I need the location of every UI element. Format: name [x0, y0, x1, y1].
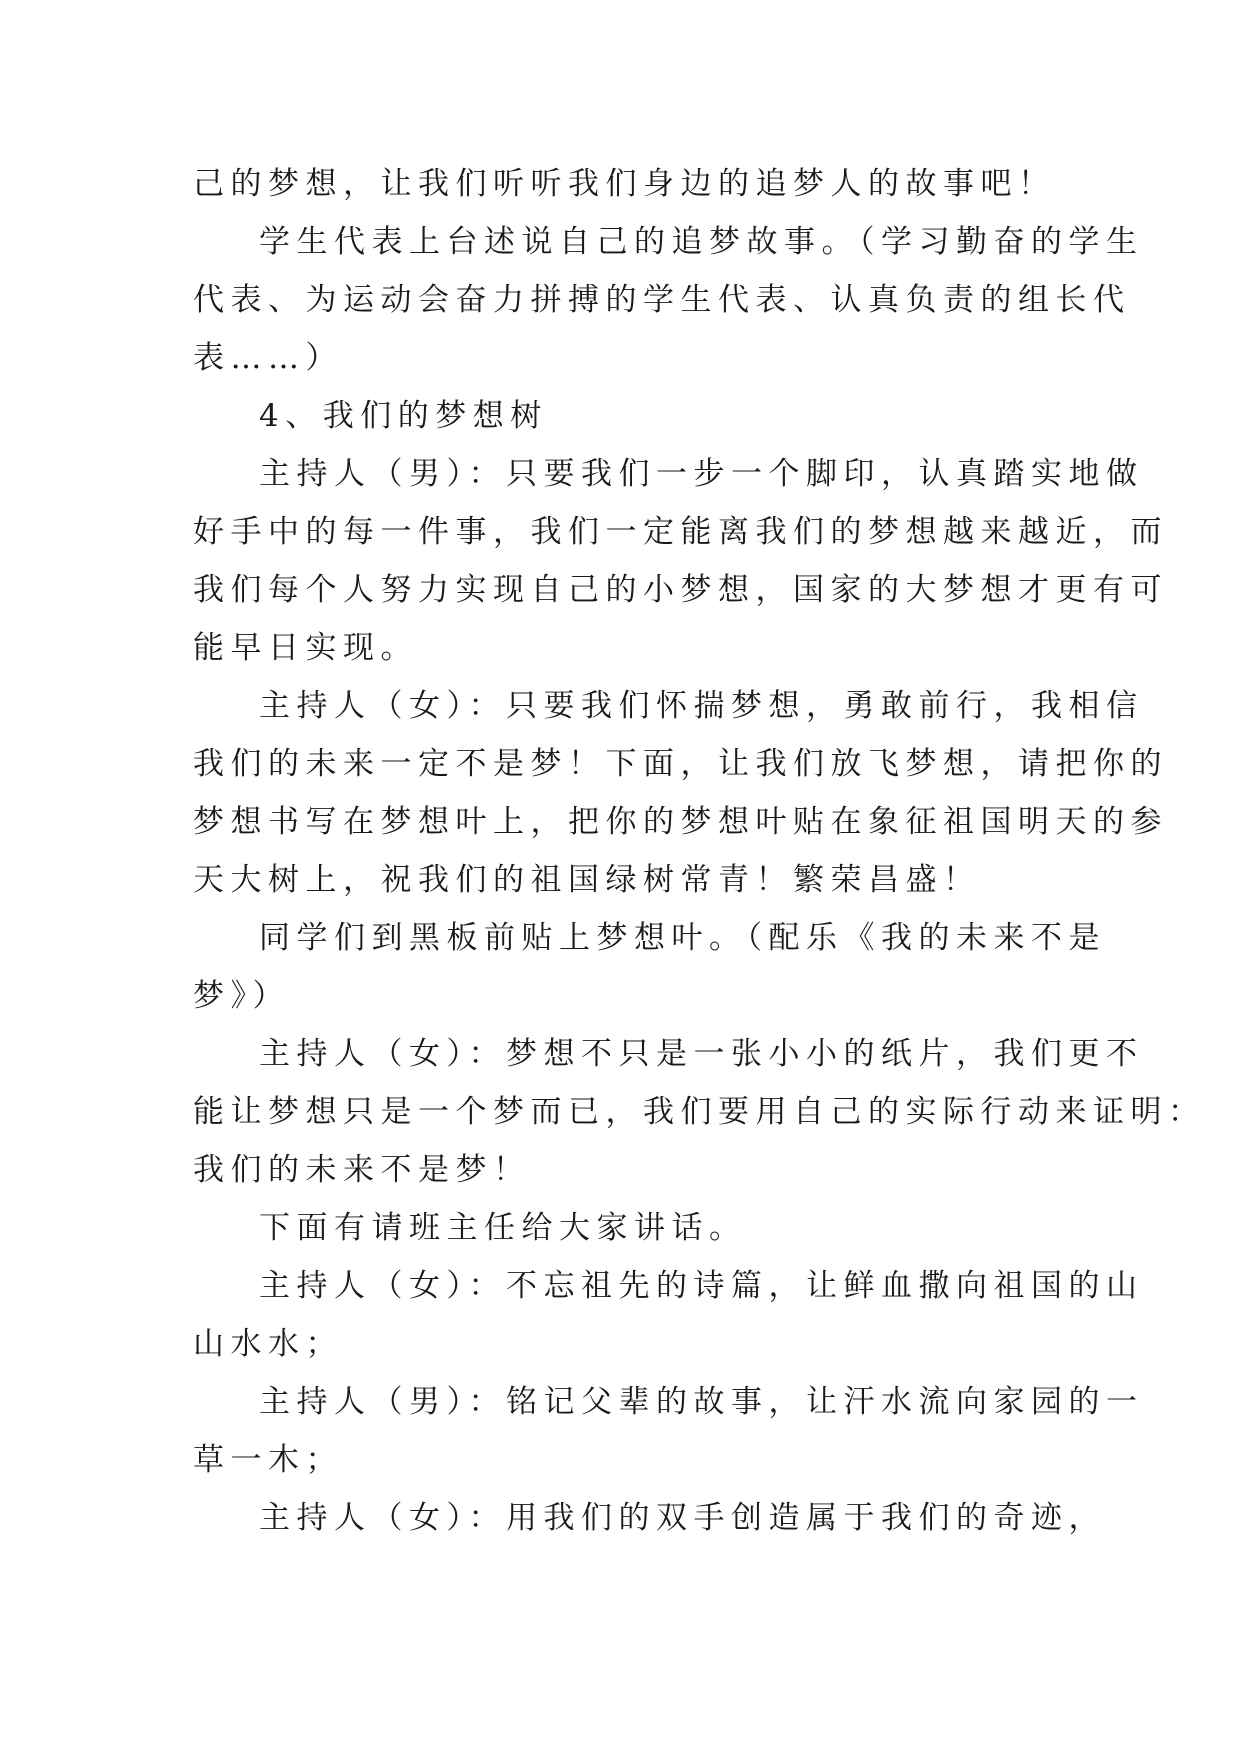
text-line: 代表、为运动会奋力拼搏的学生代表、认真负责的组长代: [193, 282, 1131, 318]
text-line: 山水水；: [193, 1326, 343, 1362]
text-line: 主持人（男）：铭记父辈的故事，让汗水流向家园的一: [259, 1384, 1144, 1420]
text-line: 能早日实现。: [193, 630, 418, 666]
paragraph: [193, 1489, 1106, 1547]
text-line: 梦》）: [193, 978, 290, 1014]
paragraph: [193, 1025, 1206, 1199]
paragraph: [193, 677, 1168, 909]
text-line: 草一木；: [193, 1442, 343, 1478]
text-line: 我们的未来一定不是梦！下面，让我们放飞梦想，请把你的: [193, 746, 1168, 782]
text-line: 天大树上，祝我们的祖国绿树常青！繁荣昌盛！: [193, 862, 981, 898]
text-line: 学生代表上台述说自己的追梦故事。（学习勤奋的学生: [259, 224, 1144, 260]
text-line: 表……）: [193, 340, 343, 376]
text-line: 主持人（女）：用我们的双手创造属于我们的奇迹，: [259, 1500, 1106, 1536]
text-line: 4、我们的梦想树: [259, 398, 548, 434]
text-line: 我们每个人努力实现自己的小梦想，国家的大梦想才更有可: [193, 572, 1168, 608]
paragraph: [193, 213, 1144, 387]
text-line: 梦想书写在梦想叶上，把你的梦想叶贴在象征祖国明天的参: [193, 804, 1168, 840]
text-line: 主持人（女）：梦想不只是一张小小的纸片，我们更不: [259, 1036, 1144, 1072]
text-line: 我们的未来不是梦！: [193, 1152, 531, 1188]
paragraph: [193, 445, 1168, 677]
text-line: 主持人（女）：只要我们怀揣梦想，勇敢前行，我相信: [259, 688, 1144, 724]
text-line: 主持人（女）：不忘祖先的诗篇，让鲜血撒向祖国的山: [259, 1268, 1144, 1304]
paragraph: [193, 1257, 1144, 1373]
text-line: 好手中的每一件事，我们一定能离我们的梦想越来越近，而: [193, 514, 1168, 550]
paragraph: [193, 909, 1106, 1025]
document-body: [193, 155, 1206, 1547]
paragraph: [193, 155, 1056, 213]
text-line: 能让梦想只是一个梦而已，我们要用自己的实际行动来证明：: [193, 1094, 1206, 1130]
paragraph: [193, 1373, 1144, 1489]
paragraph: [193, 1199, 1053, 1257]
paragraph: [193, 387, 1053, 445]
text-line: 主持人（男）：只要我们一步一个脚印，认真踏实地做: [259, 456, 1144, 492]
text-line: 己的梦想，让我们听听我们身边的追梦人的故事吧！: [193, 166, 1056, 202]
text-line: 同学们到黑板前贴上梦想叶。（配乐《我的未来不是: [259, 920, 1106, 956]
text-line: 下面有请班主任给大家讲话。: [259, 1210, 747, 1246]
